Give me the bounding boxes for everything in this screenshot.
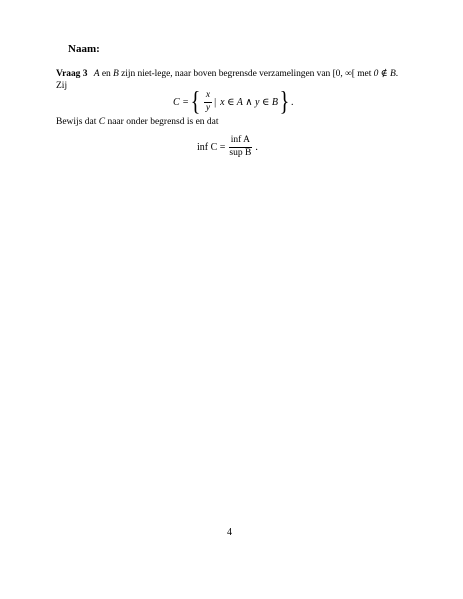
question-text: zijn niet-lege, naar boven begrensde verzamelingen van bbox=[121, 69, 331, 79]
eq2-fraction bbox=[227, 136, 253, 159]
eq1-close-brace: } bbox=[279, 85, 290, 116]
text-en: en bbox=[101, 69, 111, 79]
proof-var: C bbox=[98, 117, 106, 127]
eq1-open-brace: { bbox=[190, 85, 201, 116]
eq1-fraction bbox=[204, 91, 212, 114]
eq2-fraction-numerator: inf A bbox=[229, 136, 252, 148]
set-b: B bbox=[113, 69, 119, 79]
question-statement bbox=[56, 68, 398, 79]
eq2-lhs: inf C = bbox=[197, 141, 226, 153]
infimum-equation bbox=[197, 132, 258, 162]
eq1-separator: | bbox=[214, 96, 217, 108]
proof-text-after: naar onder begrensd is en dat bbox=[107, 117, 219, 127]
nonzero-condition: 0 ∉ B bbox=[373, 69, 396, 79]
question-label: Vraag 3 bbox=[56, 69, 88, 79]
set-definition-equation bbox=[173, 85, 294, 116]
proof-statement bbox=[56, 117, 219, 127]
eq1-condition: x ∈ A ∧ y ∈ B bbox=[220, 96, 278, 108]
eq2-fraction-denominator: sup B bbox=[229, 147, 252, 158]
eq1-fraction-denominator: y bbox=[205, 102, 211, 113]
eq1-lhs: C = bbox=[173, 96, 189, 108]
text-met: met bbox=[357, 69, 372, 79]
zij-text: Zij bbox=[56, 81, 68, 91]
page-number: 4 bbox=[227, 527, 232, 538]
statement-period: . bbox=[395, 69, 399, 79]
set-a: A bbox=[93, 69, 100, 79]
eq1-trail: . bbox=[290, 96, 294, 108]
eq2-trail: . bbox=[255, 141, 258, 153]
interval: [0, ∞[ bbox=[332, 69, 355, 79]
proof-text-before: Bewijs dat bbox=[56, 117, 97, 127]
name-label: Naam: bbox=[68, 43, 100, 55]
eq1-fraction-numerator: x bbox=[204, 91, 212, 103]
